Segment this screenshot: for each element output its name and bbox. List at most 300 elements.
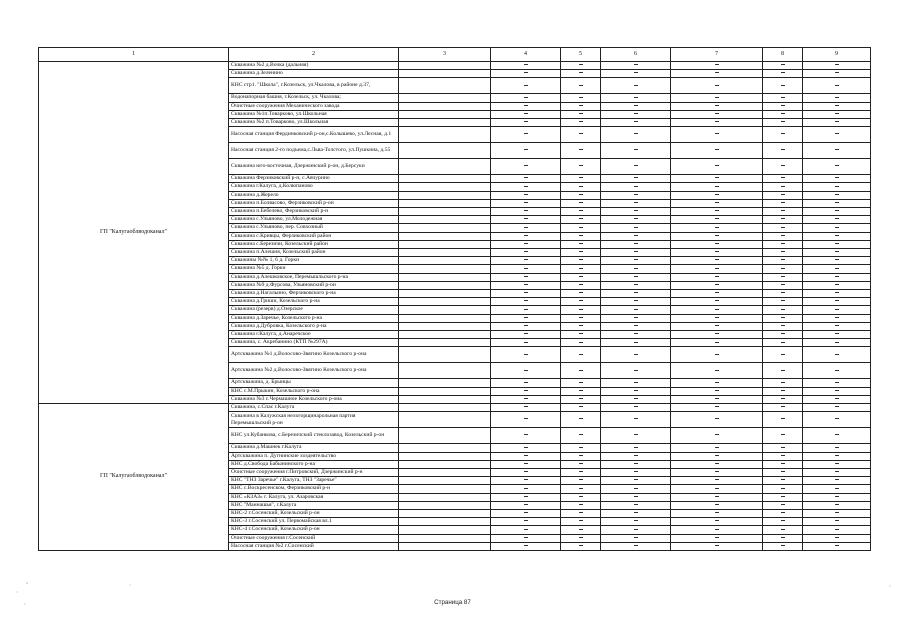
value-cell-col7 <box>671 70 763 78</box>
value-cell-col3 <box>399 339 491 347</box>
value-cell-col8 <box>763 281 803 289</box>
value-cell-col9 <box>803 102 871 110</box>
dash-mark <box>524 520 528 521</box>
value-cell-col4 <box>491 127 561 143</box>
dash-mark <box>634 406 638 407</box>
dash-mark <box>634 434 638 435</box>
value-cell-col8 <box>763 143 803 159</box>
dash-mark <box>781 406 785 407</box>
dash-mark <box>715 455 719 456</box>
value-cell-col3 <box>399 119 491 127</box>
facility-name: КНС "Маннашья", г.Калуга <box>229 501 399 509</box>
column-header-8: 8 <box>763 48 803 62</box>
dash-mark <box>835 398 839 399</box>
value-cell-col3 <box>399 102 491 110</box>
value-cell-col7 <box>671 208 763 216</box>
facility-name: КНС "ТНЗ Заречье" г.Калуга, ТНЗ "Заречье" <box>229 477 399 485</box>
facility-name: Скважина п.Бебелево, Ферзиковский р-н <box>229 208 399 216</box>
dash-mark <box>835 479 839 480</box>
dash-mark <box>781 479 785 480</box>
value-cell-col3 <box>399 208 491 216</box>
dash-mark <box>524 186 528 187</box>
dash-mark <box>781 259 785 260</box>
value-cell-col4 <box>491 493 561 501</box>
value-cell-col3 <box>399 493 491 501</box>
value-cell-col4 <box>491 257 561 265</box>
value-cell-col8 <box>763 387 803 395</box>
value-cell-col3 <box>399 477 491 485</box>
value-cell-col6 <box>601 452 671 460</box>
dash-mark <box>634 390 638 391</box>
dash-mark <box>781 471 785 472</box>
value-cell-col8 <box>763 347 803 363</box>
dash-mark <box>835 85 839 86</box>
value-cell-col4 <box>491 70 561 78</box>
dash-mark <box>781 370 785 371</box>
value-cell-col9 <box>803 379 871 387</box>
dash-mark <box>835 149 839 150</box>
dash-mark <box>579 227 583 228</box>
value-cell-col9 <box>803 306 871 314</box>
dash-mark <box>715 488 719 489</box>
value-cell-col6 <box>601 485 671 493</box>
dash-mark <box>579 529 583 530</box>
value-cell-col5 <box>561 518 601 526</box>
value-cell-col9 <box>803 110 871 118</box>
value-cell-col7 <box>671 306 763 314</box>
value-cell-col5 <box>561 273 601 281</box>
facility-name: Скважина №9 д.Фурсова, Ульяновский р-он <box>229 281 399 289</box>
dash-mark <box>579 194 583 195</box>
value-cell-col6 <box>601 363 671 379</box>
dash-mark <box>835 512 839 513</box>
facility-name: Скважина д.Машнек г.Калуга <box>229 444 399 452</box>
value-cell-col7 <box>671 452 763 460</box>
value-cell-col6 <box>601 70 671 78</box>
dash-mark <box>781 488 785 489</box>
value-cell-col4 <box>491 199 561 207</box>
dash-mark <box>524 292 528 293</box>
facility-name: Артскважина п. Дугнинские хоздеятельство <box>229 452 399 460</box>
value-cell-col3 <box>399 191 491 199</box>
value-cell-col9 <box>803 273 871 281</box>
value-cell-col5 <box>561 249 601 257</box>
value-cell-col8 <box>763 428 803 444</box>
value-cell-col4 <box>491 281 561 289</box>
value-cell-col8 <box>763 306 803 314</box>
dash-mark <box>634 317 638 318</box>
dash-mark <box>781 463 785 464</box>
value-cell-col5 <box>561 314 601 322</box>
dash-mark <box>579 325 583 326</box>
dash-mark <box>835 113 839 114</box>
value-cell-col8 <box>763 493 803 501</box>
dash-mark <box>781 165 785 166</box>
value-cell-col3 <box>399 452 491 460</box>
value-cell-col8 <box>763 314 803 322</box>
value-cell-col3 <box>399 468 491 476</box>
value-cell-col7 <box>671 78 763 94</box>
dash-mark <box>781 512 785 513</box>
dash-mark <box>781 496 785 497</box>
dash-mark <box>835 529 839 530</box>
value-cell-col6 <box>601 314 671 322</box>
value-cell-col4 <box>491 339 561 347</box>
dash-mark <box>579 398 583 399</box>
value-cell-col5 <box>561 208 601 216</box>
value-cell-col7 <box>671 331 763 339</box>
dash-mark <box>524 434 528 435</box>
value-cell-col9 <box>803 240 871 248</box>
value-cell-col5 <box>561 70 601 78</box>
value-cell-col4 <box>491 78 561 94</box>
value-cell-col8 <box>763 363 803 379</box>
dash-mark <box>781 537 785 538</box>
dash-mark <box>579 64 583 65</box>
dash-mark <box>579 300 583 301</box>
value-cell-col6 <box>601 347 671 363</box>
value-cell-col3 <box>399 322 491 330</box>
value-cell-col6 <box>601 183 671 191</box>
value-cell-col4 <box>491 159 561 175</box>
value-cell-col8 <box>763 501 803 509</box>
value-cell-col6 <box>601 493 671 501</box>
dash-mark <box>781 529 785 530</box>
value-cell-col7 <box>671 542 763 550</box>
value-cell-col5 <box>561 477 601 485</box>
dash-mark <box>715 342 719 343</box>
value-cell-col9 <box>803 387 871 395</box>
dash-mark <box>835 434 839 435</box>
dash-mark <box>781 292 785 293</box>
page-number: Страница 87 <box>434 599 471 606</box>
value-cell-col8 <box>763 62 803 70</box>
value-cell-col7 <box>671 412 763 428</box>
dash-mark <box>579 186 583 187</box>
dash-mark <box>634 177 638 178</box>
value-cell-col9 <box>803 452 871 460</box>
value-cell-col9 <box>803 290 871 298</box>
value-cell-col8 <box>763 444 803 452</box>
value-cell-col6 <box>601 468 671 476</box>
value-cell-col3 <box>399 485 491 493</box>
dash-mark <box>835 202 839 203</box>
value-cell-col9 <box>803 175 871 183</box>
header-row <box>39 48 871 62</box>
dash-mark <box>781 333 785 334</box>
facility-name: Скважина п.Алешня, Козельский район <box>229 249 399 257</box>
value-cell-col3 <box>399 224 491 232</box>
dash-mark <box>524 447 528 448</box>
value-cell-col9 <box>803 78 871 94</box>
value-cell-col5 <box>561 428 601 444</box>
value-cell-col8 <box>763 94 803 102</box>
value-cell-col3 <box>399 395 491 403</box>
value-cell-col3 <box>399 281 491 289</box>
dash-mark <box>579 292 583 293</box>
value-cell-col9 <box>803 501 871 509</box>
value-cell-col7 <box>671 94 763 102</box>
dash-mark <box>835 121 839 122</box>
dash-mark <box>781 186 785 187</box>
dash-mark <box>524 333 528 334</box>
value-cell-col9 <box>803 526 871 534</box>
value-cell-col3 <box>399 290 491 298</box>
value-cell-col9 <box>803 183 871 191</box>
dash-mark <box>634 97 638 98</box>
dash-mark <box>579 235 583 236</box>
value-cell-col7 <box>671 290 763 298</box>
dash-mark <box>715 496 719 497</box>
dash-mark <box>781 243 785 244</box>
dash-mark <box>715 354 719 355</box>
value-cell-col5 <box>561 322 601 330</box>
value-cell-col8 <box>763 534 803 542</box>
value-cell-col9 <box>803 509 871 517</box>
dash-mark <box>634 455 638 456</box>
dash-mark <box>579 259 583 260</box>
value-cell-col9 <box>803 119 871 127</box>
value-cell-col8 <box>763 542 803 550</box>
dash-mark <box>579 390 583 391</box>
value-cell-col6 <box>601 379 671 387</box>
column-header-9: 9 <box>803 48 871 62</box>
value-cell-col5 <box>561 199 601 207</box>
value-cell-col4 <box>491 224 561 232</box>
value-cell-col8 <box>763 452 803 460</box>
dash-mark <box>835 488 839 489</box>
value-cell-col3 <box>399 127 491 143</box>
organization-cell: ГП "Калугаоблводоканал" <box>39 62 229 404</box>
value-cell-col6 <box>601 249 671 257</box>
value-cell-col7 <box>671 232 763 240</box>
value-cell-col9 <box>803 62 871 70</box>
dash-mark <box>634 520 638 521</box>
table-body <box>39 62 871 551</box>
dash-mark <box>781 382 785 383</box>
value-cell-col5 <box>561 191 601 199</box>
dash-mark <box>835 520 839 521</box>
facility-name: КНС-4 г.Сосенский, Козельский р-он <box>229 526 399 534</box>
dash-mark <box>524 479 528 480</box>
value-cell-col9 <box>803 143 871 159</box>
value-cell-col9 <box>803 249 871 257</box>
value-cell-col6 <box>601 518 671 526</box>
dash-mark <box>579 105 583 106</box>
dash-mark <box>781 113 785 114</box>
dash-mark <box>634 251 638 252</box>
value-cell-col7 <box>671 249 763 257</box>
value-cell-col4 <box>491 290 561 298</box>
value-cell-col3 <box>399 379 491 387</box>
dash-mark <box>634 235 638 236</box>
facility-name: Скважина №2 п.Товарково, ул.Школьная <box>229 119 399 127</box>
dash-mark <box>634 529 638 530</box>
dash-mark <box>835 133 839 134</box>
dash-mark <box>781 72 785 73</box>
dash-mark <box>835 210 839 211</box>
value-cell-col4 <box>491 102 561 110</box>
dash-mark <box>579 268 583 269</box>
dash-mark <box>579 455 583 456</box>
value-cell-col3 <box>399 387 491 395</box>
value-cell-col4 <box>491 183 561 191</box>
value-cell-col3 <box>399 460 491 468</box>
value-cell-col6 <box>601 191 671 199</box>
value-cell-col5 <box>561 232 601 240</box>
value-cell-col8 <box>763 412 803 428</box>
value-cell-col5 <box>561 493 601 501</box>
value-cell-col6 <box>601 232 671 240</box>
value-cell-col6 <box>601 395 671 403</box>
dash-mark <box>715 227 719 228</box>
dash-mark <box>579 243 583 244</box>
value-cell-col4 <box>491 542 561 550</box>
facility-name: Скважина д.Заречье, Козельского р-на <box>229 314 399 322</box>
dash-mark <box>634 504 638 505</box>
dash-mark <box>524 545 528 546</box>
value-cell-col6 <box>601 509 671 517</box>
value-cell-col9 <box>803 331 871 339</box>
dash-mark <box>634 325 638 326</box>
dash-mark <box>715 333 719 334</box>
dash-mark <box>715 537 719 538</box>
value-cell-col9 <box>803 257 871 265</box>
value-cell-col5 <box>561 509 601 517</box>
value-cell-col6 <box>601 339 671 347</box>
facility-name: Скважина д.Зеленино <box>229 70 399 78</box>
dash-mark <box>634 149 638 150</box>
dash-mark <box>715 133 719 134</box>
value-cell-col3 <box>399 347 491 363</box>
value-cell-col8 <box>763 518 803 526</box>
value-cell-col4 <box>491 191 561 199</box>
dash-mark <box>524 251 528 252</box>
dash-mark <box>715 165 719 166</box>
dash-mark <box>634 512 638 513</box>
value-cell-col8 <box>763 102 803 110</box>
dash-mark <box>524 342 528 343</box>
value-cell-col9 <box>803 412 871 428</box>
value-cell-col9 <box>803 314 871 322</box>
dash-mark <box>715 177 719 178</box>
value-cell-col5 <box>561 452 601 460</box>
value-cell-col8 <box>763 509 803 517</box>
value-cell-col5 <box>561 94 601 102</box>
dash-mark <box>524 113 528 114</box>
value-cell-col4 <box>491 395 561 403</box>
facility-name: КНС с.Воскресенском, Ферзиковский р-н <box>229 485 399 493</box>
value-cell-col5 <box>561 216 601 224</box>
dash-mark <box>524 512 528 513</box>
value-cell-col9 <box>803 534 871 542</box>
value-cell-col4 <box>491 322 561 330</box>
dash-mark <box>634 370 638 371</box>
value-cell-col6 <box>601 290 671 298</box>
facility-name: КНС д.Свобода Бабынинского р-на <box>229 460 399 468</box>
dash-mark <box>835 342 839 343</box>
dash-mark <box>715 243 719 244</box>
value-cell-col6 <box>601 460 671 468</box>
value-cell-col9 <box>803 404 871 412</box>
dash-mark <box>835 447 839 448</box>
value-cell-col5 <box>561 395 601 403</box>
dash-mark <box>715 512 719 513</box>
facility-name: Артскважина №1 д.Волосово-Звягино Козельского р-она <box>229 347 399 363</box>
dash-mark <box>835 382 839 383</box>
dash-mark <box>634 85 638 86</box>
value-cell-col3 <box>399 110 491 118</box>
dash-mark <box>524 370 528 371</box>
value-cell-col6 <box>601 175 671 183</box>
facility-name: Скважина г.Калуга, д.Колюпаново <box>229 183 399 191</box>
value-cell-col8 <box>763 404 803 412</box>
document-page <box>38 47 870 551</box>
value-cell-col5 <box>561 290 601 298</box>
dash-mark <box>715 194 719 195</box>
dash-mark <box>634 309 638 310</box>
dash-mark <box>524 406 528 407</box>
value-cell-col9 <box>803 70 871 78</box>
value-cell-col9 <box>803 460 871 468</box>
dash-mark <box>524 354 528 355</box>
dash-mark <box>715 406 719 407</box>
value-cell-col3 <box>399 62 491 70</box>
value-cell-col8 <box>763 183 803 191</box>
dash-mark <box>579 479 583 480</box>
dash-mark <box>524 133 528 134</box>
value-cell-col9 <box>803 395 871 403</box>
value-cell-col6 <box>601 208 671 216</box>
facility-name: Скважина юго-восточная, Дзержинский р-он, д.Берсуки <box>229 159 399 175</box>
value-cell-col9 <box>803 199 871 207</box>
value-cell-col5 <box>561 460 601 468</box>
value-cell-col6 <box>601 501 671 509</box>
dash-mark <box>579 418 583 419</box>
dash-mark <box>579 97 583 98</box>
facility-name: Водонапорная башня, г.Козельск, ул. Чкалова; <box>229 94 399 102</box>
dash-mark <box>634 463 638 464</box>
value-cell-col8 <box>763 216 803 224</box>
value-cell-col3 <box>399 542 491 550</box>
dash-mark <box>715 418 719 419</box>
facility-name: Насосная станция Фердинковский р-он,с.Колышево, ул.Лесная, д.1 <box>229 127 399 143</box>
dash-mark <box>835 504 839 505</box>
column-header-4: 4 <box>491 48 561 62</box>
facility-name: Скважина №1п.Товарково, ул.Школьная <box>229 110 399 118</box>
facility-name: Насосная станция 2-го подъема,с.Льва-Толстого, ул.Пушкина, д.55 <box>229 143 399 159</box>
facility-name: Скважина д.Алешковское, Перемышльского р-на <box>229 273 399 281</box>
dash-mark <box>579 537 583 538</box>
value-cell-col4 <box>491 526 561 534</box>
value-cell-col7 <box>671 314 763 322</box>
value-cell-col4 <box>491 208 561 216</box>
value-cell-col7 <box>671 175 763 183</box>
value-cell-col4 <box>491 363 561 379</box>
dash-mark <box>579 342 583 343</box>
dash-mark <box>835 165 839 166</box>
value-cell-col8 <box>763 468 803 476</box>
dash-mark <box>579 113 583 114</box>
facility-name: КНС ул.Кубанкова, с.Березичский стеклозавод, Козельский р-он <box>229 428 399 444</box>
column-header-3: 3 <box>399 48 491 62</box>
dash-mark <box>634 64 638 65</box>
dash-mark <box>835 406 839 407</box>
value-cell-col8 <box>763 119 803 127</box>
dash-mark <box>781 317 785 318</box>
dash-mark <box>781 398 785 399</box>
dash-mark <box>524 72 528 73</box>
